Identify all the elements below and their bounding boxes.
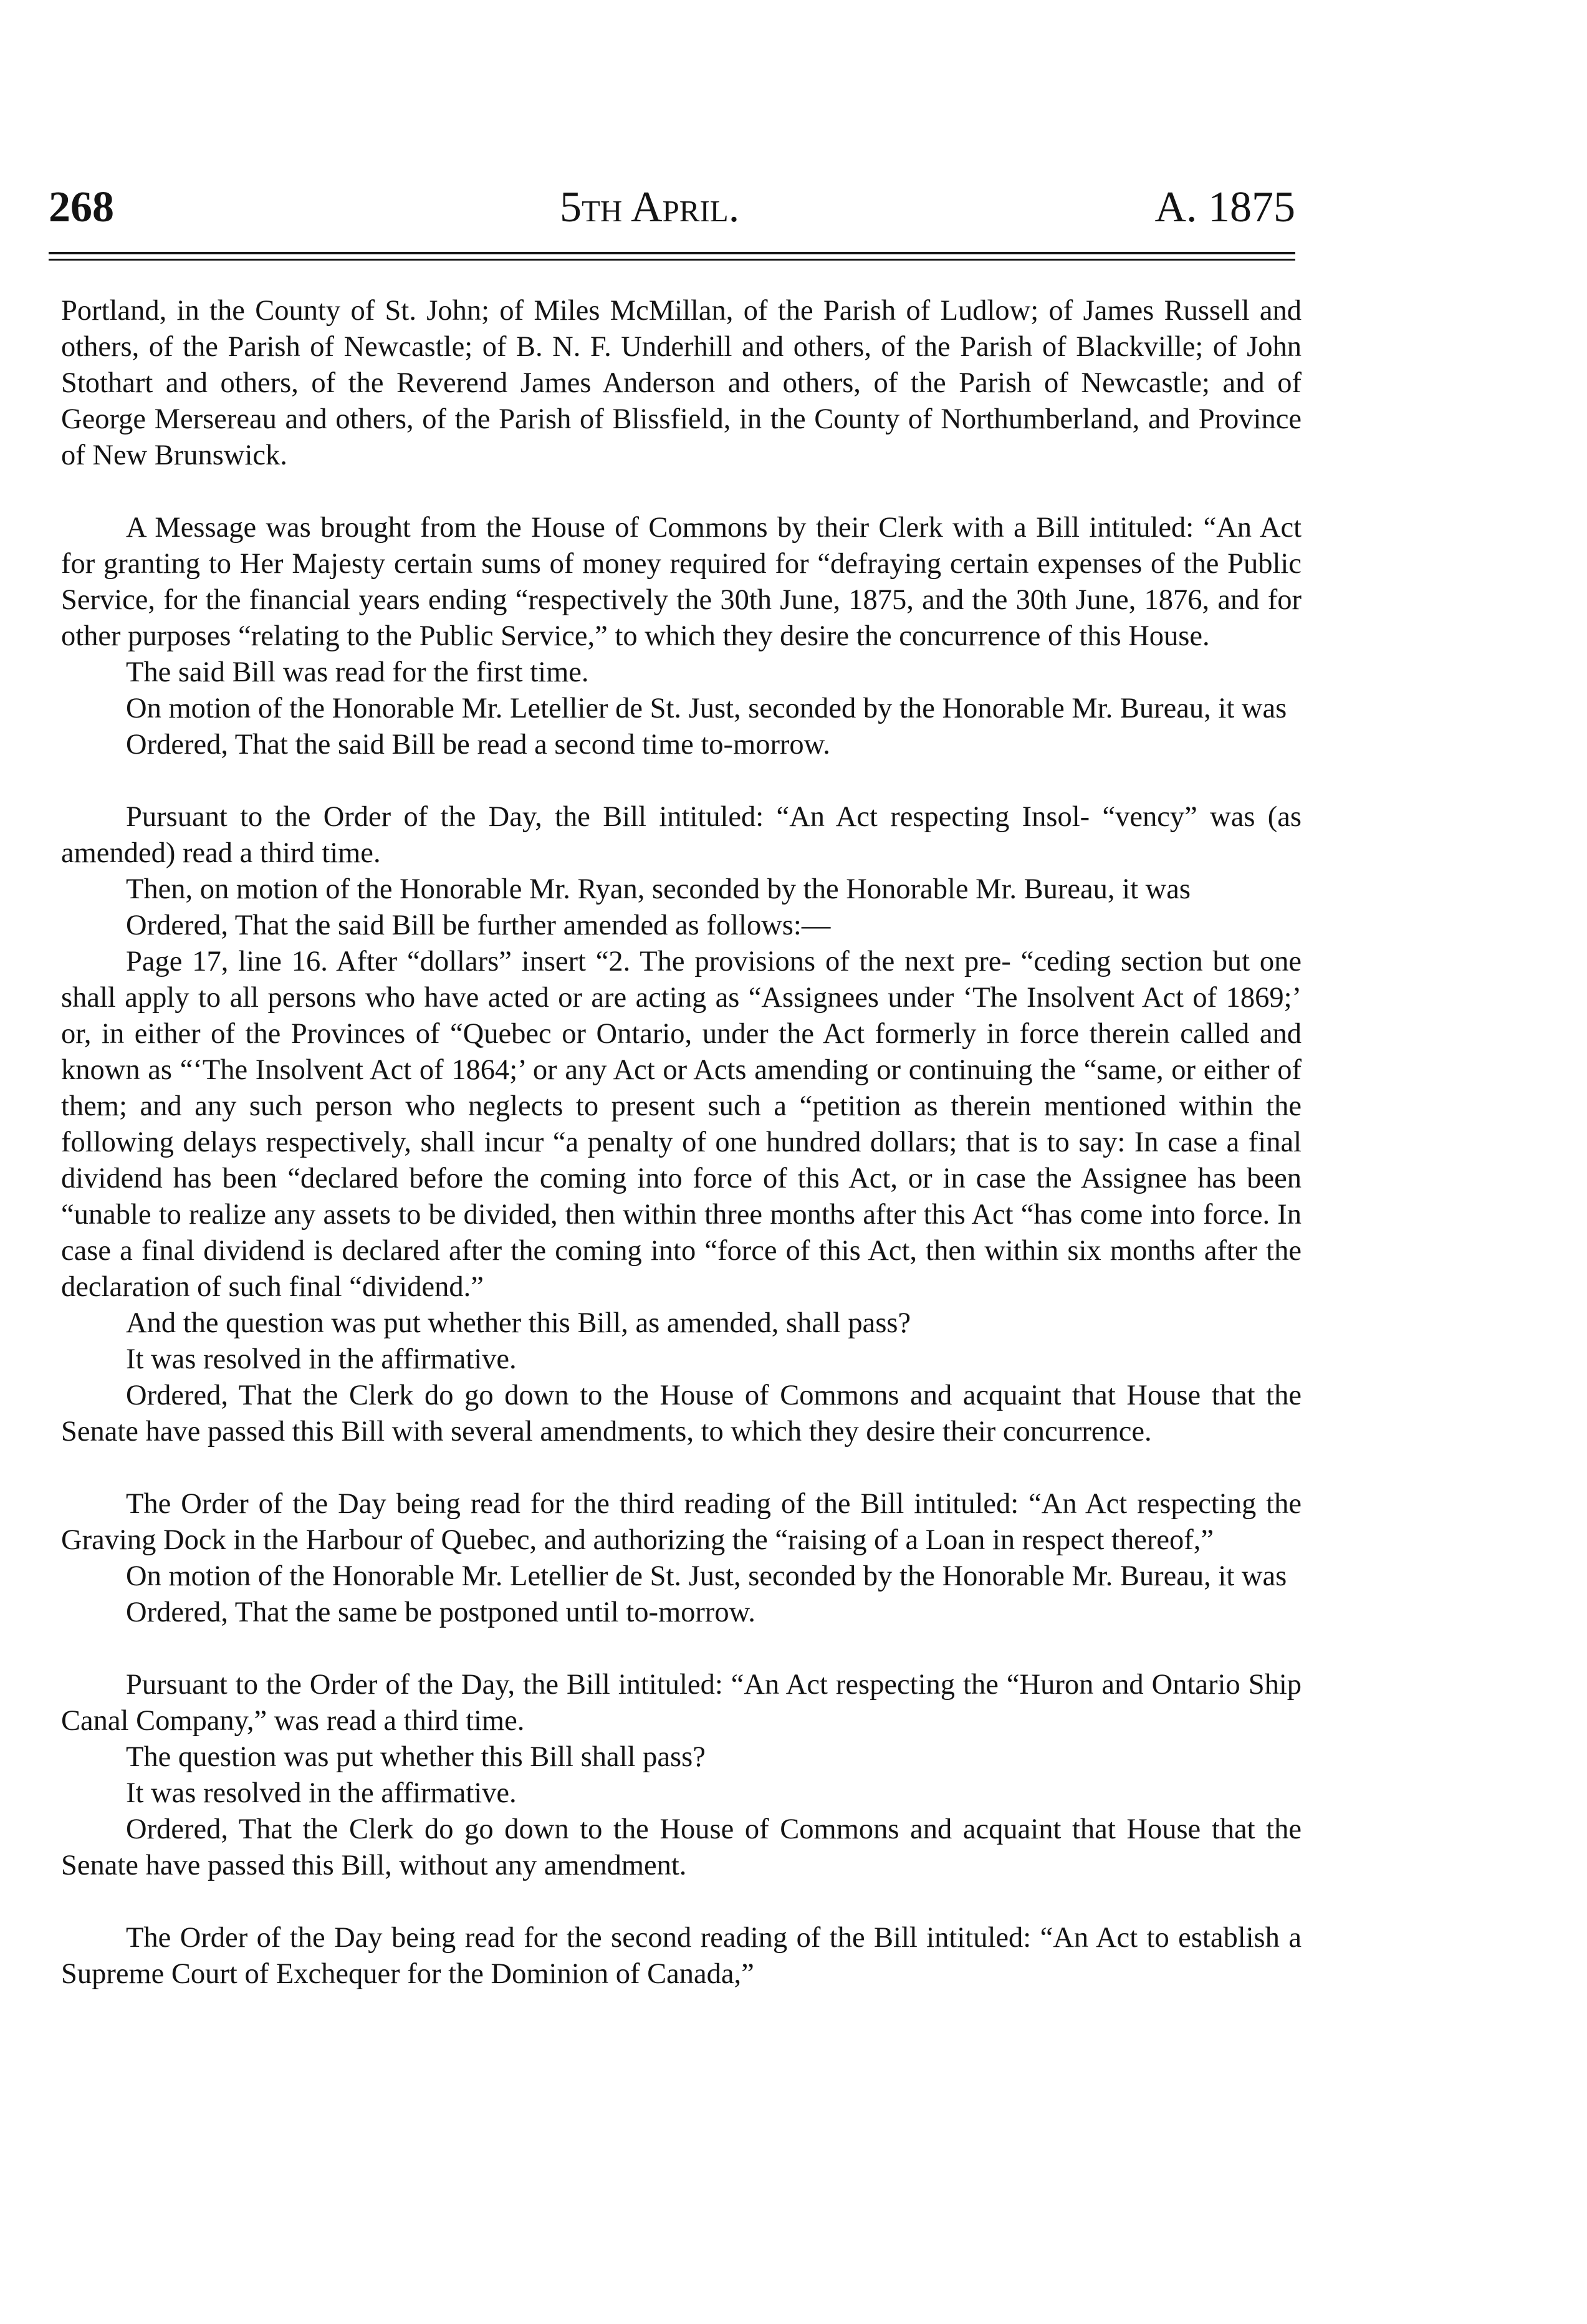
paragraph-ordered: Ordered, That the Clerk do go down to the House of Commons and acquaint that House that the Senate have passed this Bill, without any amendment. <box>61 1813 1302 1881</box>
header-rule <box>49 252 1295 261</box>
paragraph-motion: On motion of the Honorable Mr. Letellier de St. Just, seconded by the Honorable Mr. Bureau, it was <box>126 693 1287 724</box>
paragraph-ordered: Ordered, That the Clerk do go down to the House of Commons and acquaint that House that the Senate have passed this Bill with several amendments, to which they desire their concurrence. <box>61 1380 1302 1448</box>
paragraph-ordered: Ordered, That the said Bill be read a second time to-morrow. <box>126 729 830 761</box>
paragraph-resolved: It was resolved in the affirmative. <box>126 1343 517 1375</box>
paragraph-resolved: It was resolved in the affirmative. <box>126 1777 517 1809</box>
header-date: 5th April. <box>560 183 740 231</box>
paragraph-petitions-continued: Portland, in the County of St. John; of Miles McMillan, of the Parish of Ludlow; of James Russell and others, of the Parish of Newcastle; of B. N. F. Underhill and others, of the Parish of Blackville; of John Stothart and others, of the Reverend James Anderson and others, of the Parish of Newcastle; and of George Mersereau and others, of the Parish of Blissfield, in the County of Northumberland, and Province of New Brunswick. <box>61 295 1302 471</box>
paragraph-exchequer-court-bill: The Order of the Day being read for the second reading of the Bill intituled: “An Act to establish a Supreme Court of Exchequer for the Dominion of Canada,” <box>61 1922 1302 1990</box>
header-year: A. 1875 <box>1154 183 1295 231</box>
paragraph-ordered: Ordered, That the same be postponed until to-morrow. <box>126 1597 755 1628</box>
paragraph-ship-canal-bill: Pursuant to the Order of the Day, the Bill intituled: “An Act respecting the “Huron and Ontario Ship Canal Company,” was read a third time. <box>61 1669 1302 1737</box>
paragraph-first-reading: The said Bill was read for the first time. <box>126 656 589 688</box>
paragraph-question: The question was put whether this Bill shall pass? <box>126 1741 706 1773</box>
paragraph-amendment: Page 17, line 16. After “dollars” insert “2. The provisions of the next pre- “ceding section but one shall apply to all persons who have acted or are acting as “Assignees under ‘The Insolvent Act of 1869;’ or, in either of the Provinces of “Quebec or Ontario, under the Act formerly in force therein called and known as “‘The Insolvent Act of 1864;’ or any Act or Acts amending or continuing the “same, or either of them; and any such person who neglects to present such a “petition as therein mentioned within the following delays respectively, shall incur “a penalty of one hundred dollars; that is to say: In case a final dividend has been “declared before the coming into force of this Act, or in case the Assignee has been “unable to realize any assets to be divided, then within three months after this Act “has come into force. In case a final dividend is declared after the coming into “force of this Act, then within six months after the declaration of such final “dividend.” <box>61 946 1302 1303</box>
paragraph-insolvency-third-reading: Pursuant to the Order of the Day, the Bill intituled: “An Act respecting Insol- “vency” was (as amended) read a third time. <box>61 801 1302 869</box>
page-header <box>49 173 1295 242</box>
paragraph-ordered: Ordered, That the said Bill be further amended as follows:— <box>126 910 831 941</box>
document-body <box>61 293 1302 1992</box>
paragraph-motion: Then, on motion of the Honorable Mr. Ryan, seconded by the Honorable Mr. Bureau, it was <box>126 873 1191 905</box>
paragraph-question: And the question was put whether this Bill, as amended, shall pass? <box>126 1307 911 1339</box>
paragraph-message-supply-bill: A Message was brought from the House of Commons by their Clerk with a Bill intituled: “An Act for granting to Her Majesty certain sums of money required for “defraying certain expenses of the Public Service, for the financial years ending “respectively the 30th June, 1875, and the 30th June, 1876, and for other purposes “relating to the Public Service,” to which they desire the concurrence of this House. <box>61 512 1302 652</box>
paragraph-motion: On motion of the Honorable Mr. Letellier de St. Just, seconded by the Honorable Mr. Bureau, it was <box>126 1560 1287 1592</box>
page-number: 268 <box>49 183 114 231</box>
paragraph-graving-dock-bill: The Order of the Day being read for the third reading of the Bill intituled: “An Act respecting the Graving Dock in the Harbour of Quebec, and authorizing the “raising of a Loan in respect thereof,” <box>61 1488 1302 1556</box>
